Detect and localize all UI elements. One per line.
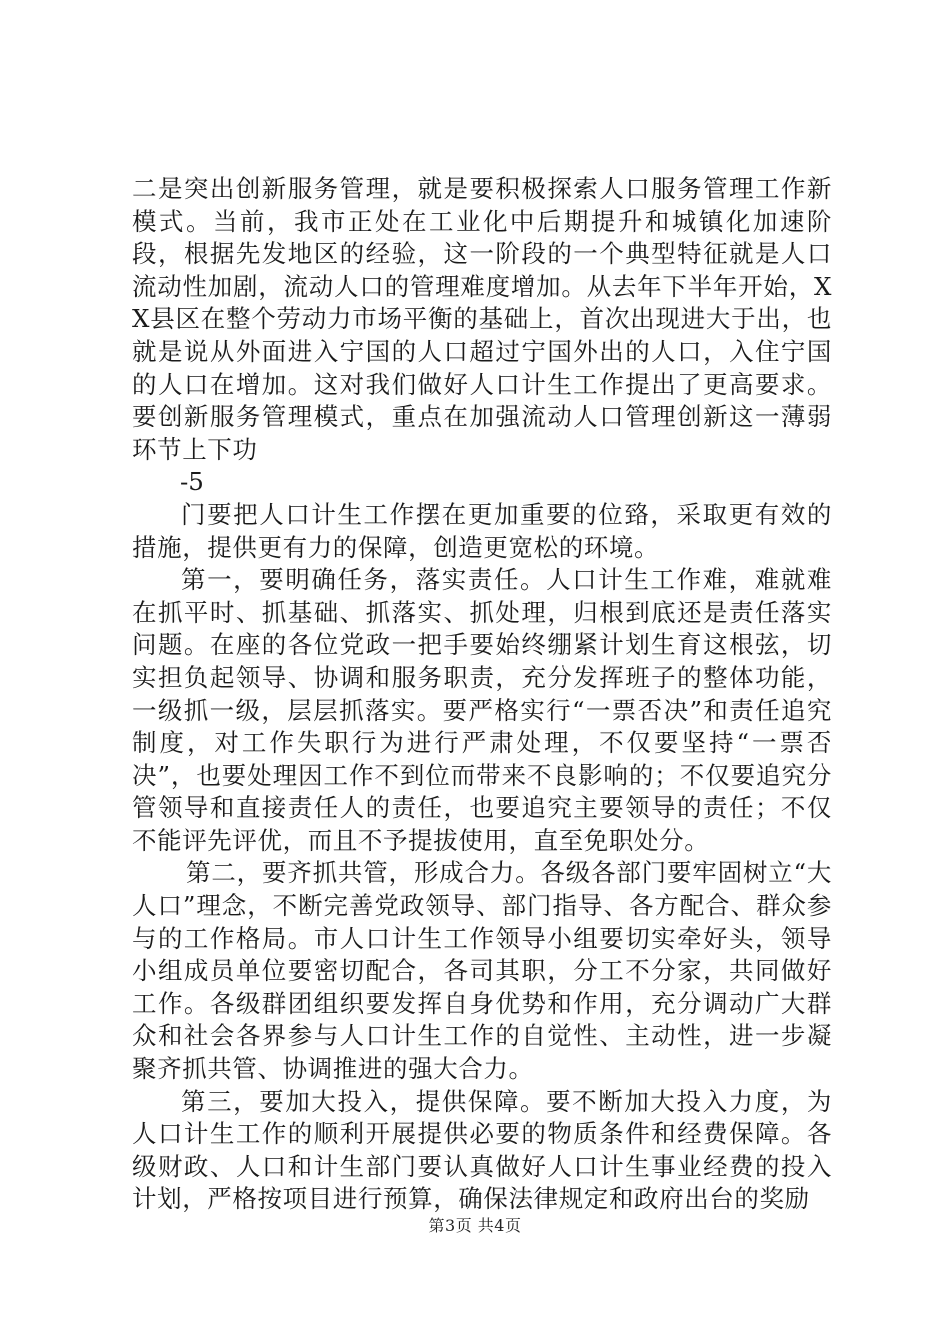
paragraph-second-cooperation: 第二，要齐抓共管，形成合力。各级各部门要牢固树立“大人口”理念，不断完善党政领导、部门指导、各方配合、群众参与的工作格局。市人口计生工作领导小组要切实牵好头，领导小组成员单位要密切配合，各司其职，分工不分家，共同做好工作。各级群团组织要发挥自身优势和作用，充分调动广大群众和社会各界参与人口计生工作的自觉性、主动性，进一步凝聚齐抓共管、协调推进的强大合力。 bbox=[132, 858, 832, 1084]
page-number-footer: 第3页 共4页 bbox=[428, 1216, 522, 1235]
document-body bbox=[132, 173, 832, 1216]
paragraph-innovation-management: 二是突出创新服务管理，就是要积极探索人口服务管理工作新模式。当前，我市正处在工业化中后期提升和城镇化加速阶段，根据先发地区的经验，这一阶段的一个典型特征就是人口流动性加剧，流动人口的管理难度增加。从去年下半年开始，XX县区在整个劳动力市场平衡的基础上，首次出现进大于出，也就是说从外面进入宁国的人口超过宁国外出的人口，入住宁国的人口在增加。这对我们做好人口计生工作提出了更高要求。要创新服务管理模式，重点在加强流动人口管理创新这一薄弱环节上下功 bbox=[132, 174, 832, 464]
paragraph-first-responsibility: 第一，要明确任务，落实责任。人口计生工作难，难就难在抓平时、抓基础、抓落实、抓处理，归根到底还是责任落实问题。在座的各位党政一把手要始终绷紧计划生育这根弦，切实担负起领导、协调和服务职责，充分发挥班子的整体功能，一级抓一级，层层抓落实。要严格实行“一票否决”和责任追究制度，对工作失职行为进行严肃处理，不仅要坚持“一票否决”，也要处理因工作不到位而带来不良影响的；不仅要追究分管领导和直接责任人的责任，也要追究主要领导的责任；不仅不能评先评优，而且不予提拔使用，直至免职处分。 bbox=[132, 565, 832, 855]
page-marker: -5 bbox=[180, 467, 204, 497]
paragraph-priority-position: 门要把人口计生工作摆在更加重要的位臵，采取更有效的措施，提供更有力的保障，创造更宽松的环境。 bbox=[132, 499, 832, 562]
paragraph-third-investment: 第三，要加大投入，提供保障。要不断加大投入力度，为人口计生工作的顺利开展提供必要的物质条件和经费保障。各级财政、人口和计生部门要认真做好人口计生事业经费的投入计划，严格按项目进行预算，确保法律规定和政府出台的奖励 bbox=[132, 1086, 832, 1214]
